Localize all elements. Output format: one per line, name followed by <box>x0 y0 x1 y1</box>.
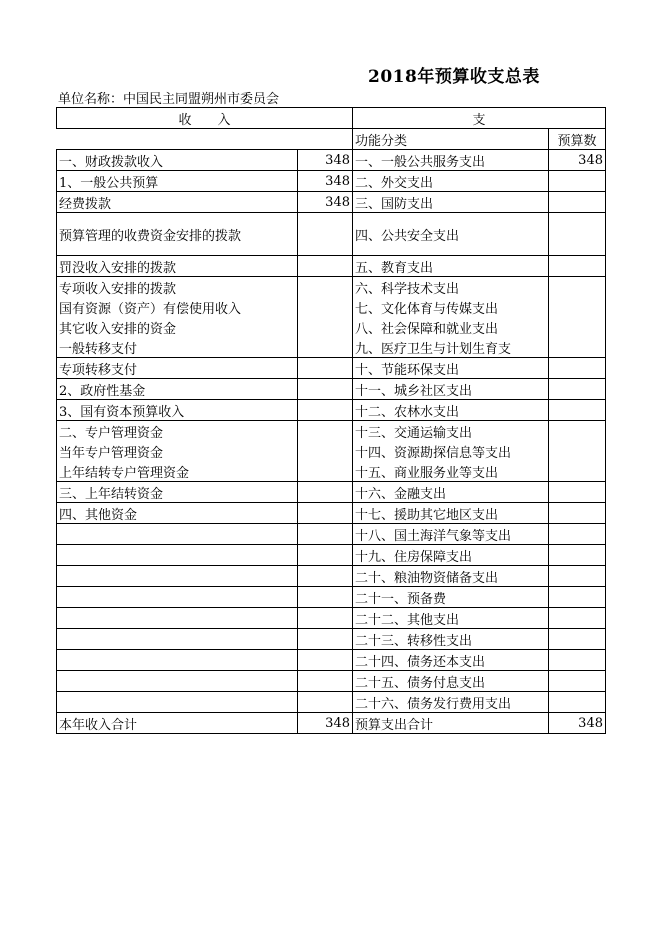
income-label: 罚没收入安排的拨款 <box>57 256 298 277</box>
unit-name-label: 单位名称：中国民主同盟朔州市委员会 <box>58 92 280 107</box>
expense-value <box>549 379 606 400</box>
expense-label: 二十二、其他支出 <box>353 608 549 629</box>
table-row <box>57 213 606 256</box>
totals-row <box>57 713 606 734</box>
income-label: 当年专户管理资金 <box>57 441 298 461</box>
income-value <box>298 608 353 629</box>
expense-label: 二十五、债务付息支出 <box>353 671 549 692</box>
expense-label: 十四、资源勘探信息等支出 <box>353 441 549 461</box>
func-class-header: 功能分类 <box>353 129 549 150</box>
income-value <box>298 587 353 608</box>
table-row <box>57 256 606 277</box>
expense-label: 七、文化体育与传媒支出 <box>353 297 549 317</box>
expense-label: 二十六、债务发行费用支出 <box>353 692 549 713</box>
expense-label: 十六、金融支出 <box>353 482 549 503</box>
expense-label: 二十四、债务还本支出 <box>353 650 549 671</box>
table-row <box>57 482 606 503</box>
expense-label: 十七、援助其它地区支出 <box>353 503 549 524</box>
income-label <box>57 692 298 713</box>
expense-value <box>549 650 606 671</box>
expense-value <box>549 692 606 713</box>
expense-value <box>549 482 606 503</box>
expense-label: 十五、商业服务业等支出 <box>353 461 549 482</box>
income-label: 专项转移支付 <box>57 358 298 379</box>
table-row <box>57 692 606 713</box>
income-value <box>298 545 353 566</box>
expense-value <box>549 441 606 461</box>
income-label: 其它收入安排的资金 <box>57 317 298 337</box>
income-label: 专项收入安排的拨款 <box>57 277 298 298</box>
expense-label: 六、科学技术支出 <box>353 277 549 298</box>
expense-label: 十三、交通运输支出 <box>353 421 549 442</box>
table-row <box>57 358 606 379</box>
table-row <box>57 441 606 461</box>
expense-value <box>549 192 606 213</box>
expense-value <box>549 608 606 629</box>
expense-value <box>549 358 606 379</box>
table-row <box>57 277 606 298</box>
income-label: 2、政府性基金 <box>57 379 298 400</box>
income-value <box>298 297 353 317</box>
income-value <box>298 566 353 587</box>
report-title: 2018年预算收支总表 <box>368 67 540 87</box>
income-value <box>298 317 353 337</box>
expense-value <box>549 545 606 566</box>
expense-label: 十九、住房保障支出 <box>353 545 549 566</box>
table-row <box>57 400 606 421</box>
expense-label: 八、社会保障和就业支出 <box>353 317 549 337</box>
expense-label: 二十一、预备费 <box>353 587 549 608</box>
income-value <box>298 524 353 545</box>
table-row <box>57 566 606 587</box>
expense-value <box>549 337 606 358</box>
table-row <box>57 421 606 442</box>
income-value <box>298 277 353 298</box>
expense-value <box>549 629 606 650</box>
income-value <box>298 629 353 650</box>
table-row <box>57 150 606 171</box>
income-label: 三、上年结转资金 <box>57 482 298 503</box>
table-row <box>57 587 606 608</box>
expense-value <box>549 566 606 587</box>
table-row <box>57 461 606 482</box>
expense-value <box>549 400 606 421</box>
table-row <box>57 545 606 566</box>
expense-total-value: 348 <box>549 713 606 734</box>
subheader-row <box>57 129 606 150</box>
income-label: 1、一般公共预算 <box>57 171 298 192</box>
table-row <box>57 171 606 192</box>
income-label <box>57 650 298 671</box>
income-value <box>298 400 353 421</box>
expense-label: 四、公共安全支出 <box>353 213 549 256</box>
budget-table <box>56 107 606 734</box>
income-label: 一、财政拨款收入 <box>57 150 298 171</box>
expense-value <box>549 171 606 192</box>
income-label: 四、其他资金 <box>57 503 298 524</box>
expense-label: 九、医疗卫生与计划生育支 <box>353 337 549 358</box>
income-header: 收 入 <box>57 108 353 129</box>
expense-label: 十一、城乡社区支出 <box>353 379 549 400</box>
table-row <box>57 379 606 400</box>
income-value <box>298 441 353 461</box>
income-label <box>57 524 298 545</box>
income-total-label: 本年收入合计 <box>57 713 298 734</box>
income-label: 3、国有资本预算收入 <box>57 400 298 421</box>
income-label: 上年结转专户管理资金 <box>57 461 298 482</box>
expense-label: 十八、国土海洋气象等支出 <box>353 524 549 545</box>
expense-label: 二十、粮油物资储备支出 <box>353 566 549 587</box>
income-value <box>298 379 353 400</box>
income-value <box>298 358 353 379</box>
expense-value <box>549 297 606 317</box>
expense-label: 十、节能环保支出 <box>353 358 549 379</box>
table-row <box>57 650 606 671</box>
expense-label: 三、国防支出 <box>353 192 549 213</box>
table-row <box>57 524 606 545</box>
table-row <box>57 297 606 317</box>
expense-value <box>549 524 606 545</box>
income-value <box>298 256 353 277</box>
income-label: 国有资源（资产）有偿使用收入 <box>57 297 298 317</box>
income-value <box>298 482 353 503</box>
income-label <box>57 671 298 692</box>
budget-amount-header: 预算数 <box>549 129 606 150</box>
header-row <box>57 108 606 129</box>
income-label: 预算管理的收费资金安排的拨款 <box>57 213 298 256</box>
income-value: 348 <box>298 192 353 213</box>
expense-value <box>549 256 606 277</box>
expense-label: 一、一般公共服务支出 <box>353 150 549 171</box>
income-total-value: 348 <box>298 713 353 734</box>
expense-value: 348 <box>549 150 606 171</box>
income-value <box>298 461 353 482</box>
expense-value <box>549 461 606 482</box>
expense-value <box>549 213 606 256</box>
expense-label: 二、外交支出 <box>353 171 549 192</box>
income-value <box>298 650 353 671</box>
expense-value <box>549 587 606 608</box>
expense-value <box>549 421 606 442</box>
income-label <box>57 608 298 629</box>
income-label <box>57 566 298 587</box>
expense-label: 五、教育支出 <box>353 256 549 277</box>
expense-value <box>549 503 606 524</box>
income-value <box>298 671 353 692</box>
table-row <box>57 629 606 650</box>
expense-total-label: 预算支出合计 <box>353 713 549 734</box>
income-value <box>298 213 353 256</box>
income-label <box>57 587 298 608</box>
expense-label: 十二、农林水支出 <box>353 400 549 421</box>
income-label <box>57 629 298 650</box>
table-row <box>57 317 606 337</box>
income-value: 348 <box>298 171 353 192</box>
income-label: 经费拨款 <box>57 192 298 213</box>
table-row <box>57 192 606 213</box>
expense-value <box>549 671 606 692</box>
table-row <box>57 608 606 629</box>
income-value: 348 <box>298 150 353 171</box>
expense-header: 支 <box>353 108 606 129</box>
income-value <box>298 503 353 524</box>
expense-label: 二十三、转移性支出 <box>353 629 549 650</box>
expense-value <box>549 277 606 298</box>
table-row <box>57 503 606 524</box>
table-row <box>57 671 606 692</box>
income-value <box>298 421 353 442</box>
income-label <box>57 545 298 566</box>
table-row <box>57 337 606 358</box>
income-label: 一般转移支付 <box>57 337 298 358</box>
expense-value <box>549 317 606 337</box>
income-label: 二、专户管理资金 <box>57 421 298 442</box>
income-value <box>298 337 353 358</box>
income-subheader-empty <box>57 129 353 150</box>
income-value <box>298 692 353 713</box>
